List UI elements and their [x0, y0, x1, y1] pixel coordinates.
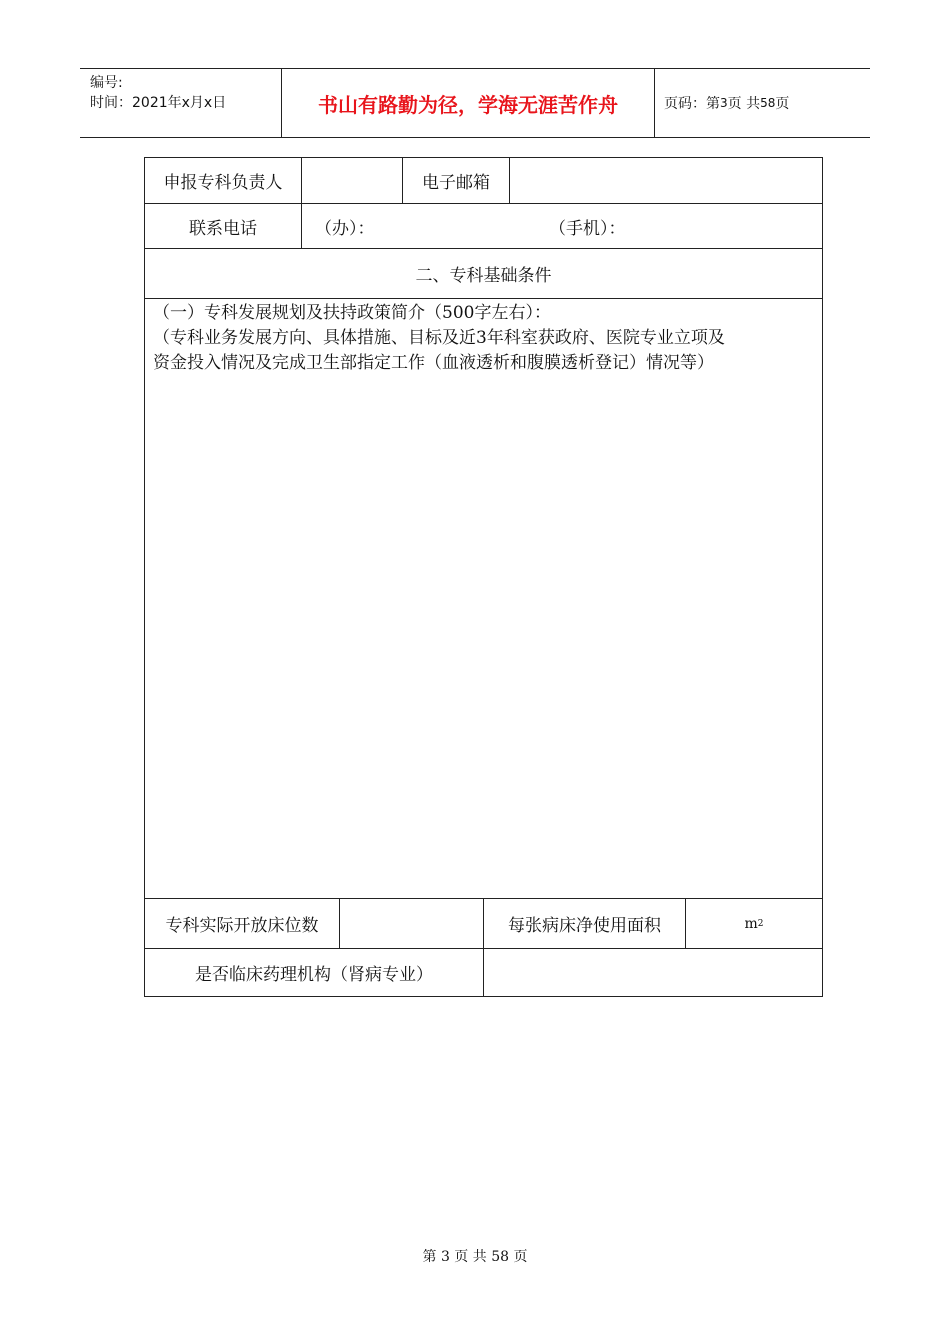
beds-label: 专科实际开放床位数 [165, 916, 319, 936]
leader-field[interactable] [302, 158, 402, 203]
pharmacology-field[interactable] [484, 949, 822, 996]
doc-id-label: 编号: [90, 75, 123, 91]
mobile-phone-label: （手机）： [549, 218, 626, 239]
office-phone-label: （办）： [315, 218, 375, 239]
email-field[interactable] [510, 158, 822, 203]
phone-label: 联系电话 [189, 218, 257, 239]
subsection-note-line1: （专科业务发展方向、具体措施、目标及近3年科室获政府、医院专业立项及 [153, 328, 725, 348]
subsection-title: （一）专科发展规划及扶持政策简介（500字左右）： [153, 303, 551, 323]
email-label: 电子邮箱 [422, 173, 490, 193]
beds-field[interactable] [340, 899, 483, 948]
page-header [80, 68, 870, 138]
header-divider [654, 69, 655, 137]
header-page-info: 页码：第 3 页 共 58 页 [664, 96, 790, 112]
header-motto: 书山有路勤为径，学海无涯苦作舟 [318, 92, 618, 117]
leader-label: 申报专科负责人 [163, 173, 283, 193]
bed-area-field[interactable]: m 2 [744, 915, 764, 932]
pharmacology-label: 是否临床药理机构（肾病专业） [195, 965, 433, 985]
development-plan-area[interactable] [145, 299, 822, 898]
page-footer: 第 3 页 共 58 页 [422, 1249, 528, 1265]
page-total: 58 [760, 96, 776, 110]
application-form-table [144, 157, 823, 997]
subsection-note-line2: 资金投入情况及完成卫生部指定工作（血液透析和腹膜透析登记）情况等） [153, 353, 714, 373]
header-meta [90, 73, 226, 113]
bed-area-label: 每张病床净使用面积 [508, 916, 661, 936]
area-unit: m [744, 915, 758, 932]
page-number: 3 [720, 96, 728, 110]
doc-date: 时间：2021年x月x日 [90, 95, 227, 111]
section-title: 二、专科基础条件 [415, 266, 552, 286]
